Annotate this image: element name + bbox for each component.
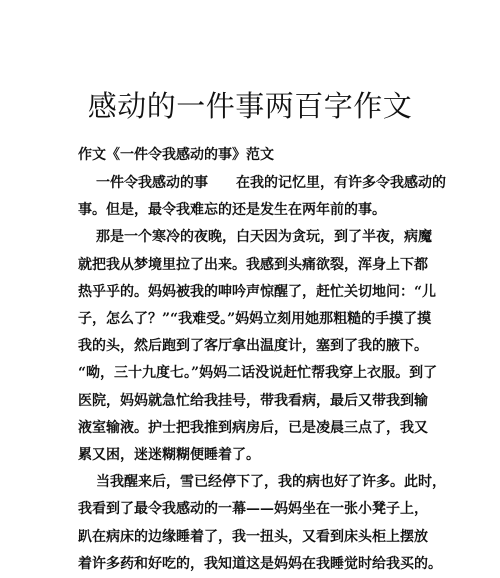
text-line: 事。但是，最令我难忘的还是发生在两年前的事。 <box>78 202 386 219</box>
text-line: 累又困，迷迷糊糊便睡着了。 <box>78 447 260 464</box>
text-line: 液室输液。护士把我推到病房后，已是凌晨三点了，我又 <box>78 419 428 436</box>
text-line: 那是一个寒冷的夜晚，白天因为贪玩，到了半夜，病魔 <box>96 229 432 246</box>
text-line: 趴在病床的边缘睡着了，我一扭头，又看到床头柜上摆放 <box>78 528 428 545</box>
page-title: 感动的一件事两百字作文 <box>87 89 413 123</box>
text-line: 我的头，然后跑到了客厅拿出温度计，塞到了我的腋下。 <box>78 338 428 355</box>
text-line: 热乎乎的。妈妈被我的呻吟声惊醒了，赶忙关切地问：“儿 <box>78 283 437 300</box>
text-line: 医院，妈妈就急忙给我挂号，带我看病，最后又带我到输 <box>78 392 428 409</box>
text-line: 当我醒来后，雪已经停下了，我的病也好了许多。此时， <box>96 474 446 491</box>
text-line: 我看到了最令我感动的一幕——妈妈坐在一张小凳子上， <box>78 501 428 518</box>
text-line: 子，怎么了？”“我难受。”妈妈立刻用她那粗糙的手摸了摸 <box>78 311 432 328</box>
text-line: 着许多药和好吃的，我知道这是妈妈在我睡觉时给我买的。 <box>78 555 442 572</box>
text-line: 就把我从梦境里拉了出来。我感到头痛欲裂，浑身上下都 <box>78 256 428 273</box>
essay-body <box>78 170 446 578</box>
text-line: 一件令我感动的事 在我的记忆里，有许多令我感动的 <box>96 175 446 191</box>
essay-subtitle: 作文《一件令我感动的事》范文 <box>78 147 274 163</box>
text-line: “呦，三十九度七。”妈妈二话没说赶忙帮我穿上衣服。到了 <box>78 365 438 382</box>
